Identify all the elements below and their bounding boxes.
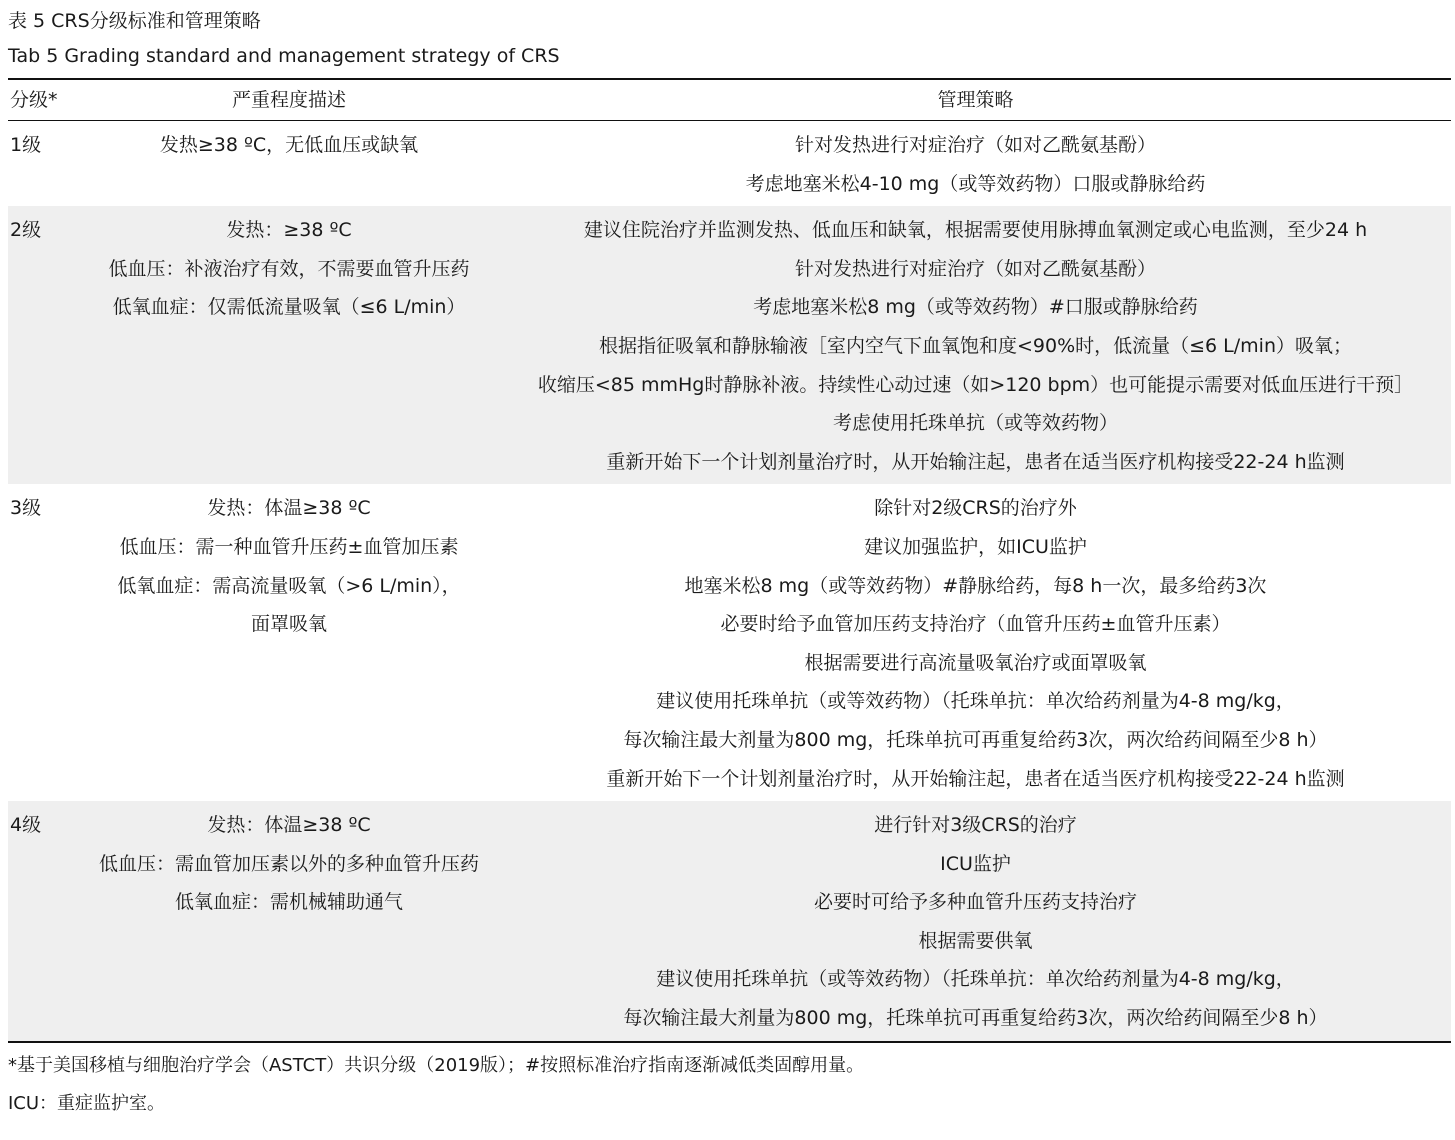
severity-line: 发热：体温≥38 ºC bbox=[207, 814, 371, 837]
table-row bbox=[8, 121, 1451, 207]
severity-line: 低血压：需血管加压素以外的多种血管升压药 bbox=[98, 852, 479, 875]
table-row bbox=[8, 801, 1451, 1042]
cell-grade bbox=[8, 121, 78, 207]
management-line: 考虑地塞米松8 mg（或等效药物）#口服或静脉给药 bbox=[753, 296, 1198, 319]
cell-severity bbox=[78, 206, 500, 484]
management-line: 建议住院治疗并监测发热、低血压和缺氧，根据需要使用脉搏血氧测定或心电监测，至少24 h bbox=[583, 219, 1368, 242]
table-header-row bbox=[8, 79, 1451, 121]
management-line: 建议使用托珠单抗（或等效药物）（托珠单抗：单次给药剂量为4-8 mg/kg， bbox=[656, 968, 1295, 991]
grade-label: 4级 bbox=[10, 814, 42, 837]
cell-grade bbox=[8, 801, 78, 1042]
cell-management bbox=[500, 206, 1451, 484]
severity-line: 低血压：需一种血管升压药±血管加压素 bbox=[119, 535, 459, 558]
management-line: 针对发热进行对症治疗（如对乙酰氨基酚） bbox=[794, 257, 1156, 280]
cell-management bbox=[500, 484, 1451, 801]
header-management: 管理策略 bbox=[937, 89, 1014, 111]
management-line: 每次输注最大剂量为800 mg，托珠单抗可再重复给药3次，两次给药间隔至少8 h） bbox=[623, 1007, 1328, 1030]
management-line: 重新开始下一个计划剂量治疗时，从开始输注起，患者在适当医疗机构接受22-24 h监测 bbox=[606, 767, 1345, 790]
cell-severity bbox=[78, 484, 500, 801]
management-line: 进行针对3级CRS的治疗 bbox=[874, 814, 1077, 837]
header-severity: 严重程度描述 bbox=[231, 89, 346, 111]
table-row bbox=[8, 206, 1451, 484]
management-line: 地塞米松8 mg（或等效药物）#静脉给药，每8 h一次，最多给药3次 bbox=[684, 574, 1267, 597]
severity-line: 低氧血症：仅需低流量吸氧（≤6 L/min） bbox=[112, 296, 466, 319]
severity-line: 低氧血症：需机械辅助通气 bbox=[174, 891, 403, 914]
management-line: 建议加强监护，如ICU监护 bbox=[864, 535, 1087, 558]
management-line: ICU监护 bbox=[940, 852, 1011, 875]
severity-line: 发热≥38 ºC，无低血压或缺氧 bbox=[159, 134, 419, 156]
management-line: 除针对2级CRS的治疗外 bbox=[874, 497, 1077, 520]
cell-management bbox=[500, 801, 1451, 1042]
management-line: 考虑地塞米松4-10 mg（或等效药物）口服或静脉给药 bbox=[745, 172, 1206, 195]
footnote-1: *基于美国移植与细胞治疗学会（ASTCT）共识分级（2019版）；#按照标准治疗指南逐渐减低类固醇用量。 bbox=[8, 1054, 865, 1076]
severity-line: 发热：体温≥38 ºC bbox=[207, 497, 371, 520]
cell-severity bbox=[78, 801, 500, 1042]
cell-grade bbox=[8, 484, 78, 801]
severity-line: 低血压：补液治疗有效，不需要血管升压药 bbox=[108, 257, 470, 280]
table-row bbox=[8, 484, 1451, 801]
management-line: 根据需要供氧 bbox=[918, 929, 1033, 952]
management-line: 考虑使用托珠单抗（或等效药物） bbox=[832, 412, 1118, 435]
management-line: 针对发热进行对症治疗（如对乙酰氨基酚） bbox=[794, 134, 1156, 156]
management-line: 根据需要进行高流量吸氧治疗或面罩吸氧 bbox=[804, 651, 1147, 674]
severity-line: 面罩吸氧 bbox=[250, 613, 327, 636]
management-line: 建议使用托珠单抗（或等效药物）（托珠单抗：单次给药剂量为4-8 mg/kg， bbox=[656, 690, 1295, 713]
management-line: 必要时可给予多种血管升压药支持治疗 bbox=[813, 891, 1137, 914]
table-caption-zh: 表 5 CRS分级标准和管理策略 bbox=[8, 10, 261, 32]
management-line: 每次输注最大剂量为800 mg，托珠单抗可再重复给药3次，两次给药间隔至少8 h） bbox=[623, 728, 1328, 751]
cell-severity bbox=[78, 121, 500, 207]
grade-label: 3级 bbox=[10, 497, 42, 520]
management-line: 收缩压<85 mmHg时静脉补液。持续性心动过速（如>120 bpm）也可能提示需要对低血压进行干预］ bbox=[537, 373, 1414, 396]
table-caption-en: Tab 5 Grading standard and management strategy of CRS bbox=[8, 44, 560, 67]
footnote-2: ICU：重症监护室。 bbox=[8, 1092, 166, 1114]
management-line: 重新开始下一个计划剂量治疗时，从开始输注起，患者在适当医疗机构接受22-24 h监测 bbox=[606, 450, 1345, 473]
severity-line: 发热：≥38 ºC bbox=[226, 219, 352, 242]
crs-grading-table bbox=[8, 78, 1451, 1043]
grade-label: 1级 bbox=[10, 134, 42, 156]
severity-line: 低氧血症：需高流量吸氧（>6 L/min）， bbox=[117, 574, 461, 597]
footnotes bbox=[8, 1043, 1451, 1123]
management-line: 根据指征吸氧和静脉输液［室内空气下血氧饱和度<90%时，低流量（≤6 L/min）吸氧； bbox=[598, 334, 1353, 357]
header-grade: 分级* bbox=[10, 89, 58, 111]
table-body bbox=[8, 121, 1451, 1042]
grade-label: 2级 bbox=[10, 219, 42, 242]
cell-grade bbox=[8, 206, 78, 484]
cell-management bbox=[500, 121, 1451, 207]
management-line: 必要时给予血管加压药支持治疗（血管升压药±血管升压素） bbox=[720, 613, 1231, 636]
